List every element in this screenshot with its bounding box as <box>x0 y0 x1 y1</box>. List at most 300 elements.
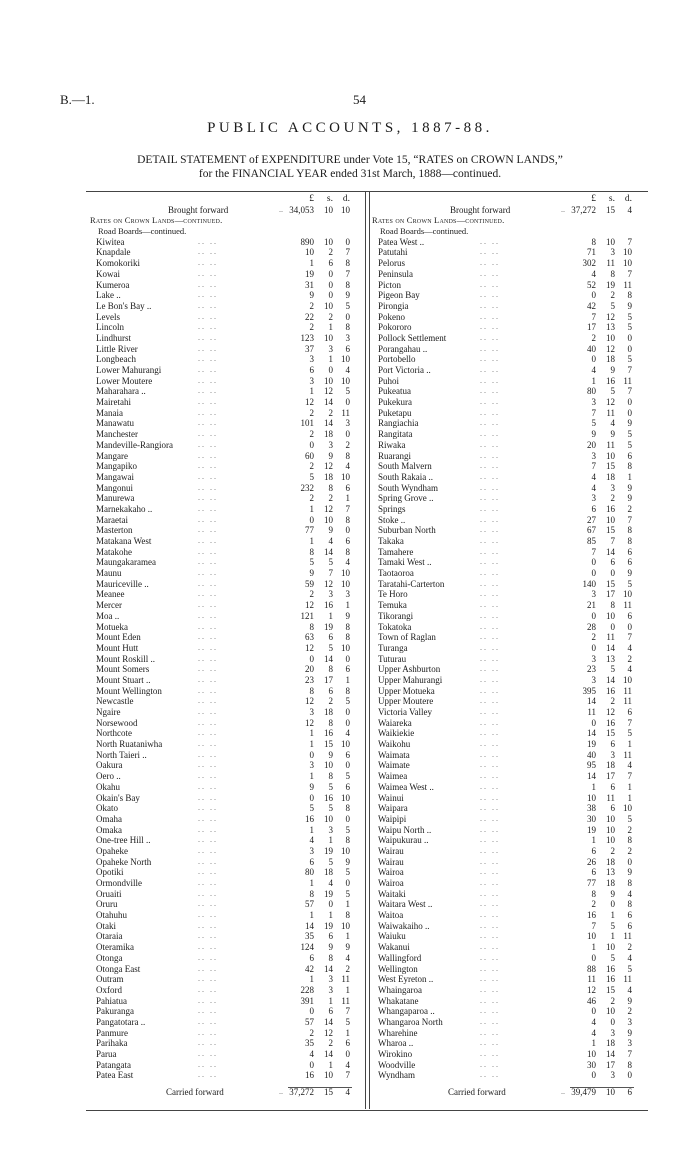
amount-pence: 7 <box>345 247 350 258</box>
table-row <box>370 985 645 996</box>
page-title: PUBLIC ACCOUNTS, 1887-88. <box>207 120 493 136</box>
road-board-name: Masterton <box>96 525 133 536</box>
amount-shillings: 0 <box>610 568 615 579</box>
amount-pence: 11 <box>341 407 350 418</box>
amount-shillings: 15 <box>606 578 615 589</box>
leader-dots: .. .. <box>480 557 500 567</box>
table-row <box>88 899 363 910</box>
amount-shillings: 12 <box>606 311 615 322</box>
road-board-name: Waipipi <box>378 813 407 824</box>
road-board-name: Lake .. <box>96 290 121 301</box>
amount-pounds: 19 <box>587 824 596 835</box>
leader-dots: .. .. <box>198 878 218 887</box>
table-row <box>88 1049 363 1060</box>
right-column <box>370 194 645 1081</box>
pence-symbol: d. <box>342 194 350 204</box>
road-board-name: Okain's Bay <box>96 792 140 803</box>
amount-shillings: 12 <box>606 707 615 717</box>
amount-pence: 9 <box>627 568 632 579</box>
amount-pence: 10 <box>341 792 350 803</box>
amount-pence: 6 <box>627 546 632 557</box>
amount-pence: 0 <box>627 407 632 418</box>
leader-dots: .. .. <box>480 503 500 513</box>
amount-shillings: 3 <box>610 482 615 493</box>
road-board-name: Lincoln <box>96 322 124 333</box>
amount-pence: 8 <box>627 461 632 472</box>
road-board-name: Wainui <box>378 792 404 803</box>
amount-pounds: 40 <box>587 749 596 760</box>
amount-pounds: 9 <box>309 781 314 792</box>
table-row <box>370 825 645 836</box>
amount-pence: 10 <box>623 247 632 258</box>
amount-pence: 6 <box>627 610 632 621</box>
road-board-name: Pelorus <box>378 258 405 269</box>
road-board-name: Ruarangi <box>378 450 411 461</box>
road-board-name: Whangaparoa .. <box>378 1006 435 1017</box>
amount-pence: 6 <box>345 536 350 546</box>
table-row <box>88 1006 363 1017</box>
road-board-name: Town of Raglan <box>378 632 436 643</box>
table-row <box>370 418 645 429</box>
road-board-name: Manawatu <box>96 418 134 429</box>
leader-dots: .. .. <box>198 600 218 610</box>
amount-pence: 11 <box>341 995 350 1006</box>
amount-pounds: 3 <box>591 653 596 664</box>
amount-pence: 1 <box>345 984 350 995</box>
leader-dots: .. .. <box>480 311 500 321</box>
amount-shillings: 6 <box>610 557 615 568</box>
amount-shillings: 14 <box>324 397 333 408</box>
leader-dots: .. .. <box>480 1016 500 1026</box>
table-row <box>88 237 363 248</box>
amount-pounds: 80 <box>305 867 314 878</box>
amount-pence: 3 <box>627 1016 632 1027</box>
table-row <box>88 386 363 397</box>
amount-shillings: 1 <box>610 931 615 942</box>
amount-shillings: 3 <box>328 984 333 995</box>
amount-pounds: 6 <box>591 867 596 878</box>
amount-pence: 9 <box>627 418 632 429</box>
amount-shillings: 12 <box>324 386 333 397</box>
table-row <box>370 504 645 515</box>
amount-pounds: 3 <box>309 375 314 386</box>
leader-dots: .. .. <box>480 536 500 545</box>
road-boards-heading: Road Boards—continued. <box>380 226 469 237</box>
amount-pence: 7 <box>345 268 350 279</box>
pounds-symbol: £ <box>591 194 596 204</box>
amount-shillings: 6 <box>610 739 615 750</box>
amount-shillings: 9 <box>610 365 615 375</box>
amount-pounds: 21 <box>587 600 596 611</box>
amount-shillings: 0 <box>328 365 333 375</box>
leader-dots: .. .. <box>480 910 500 920</box>
table-row <box>88 472 363 483</box>
amount-shillings: 6 <box>328 632 333 643</box>
amount-pounds: 302 <box>582 258 596 269</box>
leader-dots: .. .. <box>198 707 218 716</box>
amount-pounds: 2 <box>309 407 314 418</box>
leader-dots: .. .. <box>480 974 500 984</box>
amount-shillings: 15 <box>324 739 333 750</box>
leader-dots: .. .. <box>480 728 500 738</box>
amount-pounds: 5 <box>309 557 314 568</box>
amount-pounds: 395 <box>582 685 596 696</box>
amount-pounds: 85 <box>587 536 596 546</box>
table-row <box>370 301 645 312</box>
amount-shillings: 6 <box>328 258 333 269</box>
leader-dots: .. .. <box>198 835 218 845</box>
table-row <box>88 825 363 836</box>
table-row <box>370 354 645 365</box>
table-row <box>370 664 645 675</box>
amount-shillings: 1 <box>328 910 333 921</box>
amount-pounds: 2 <box>309 300 314 311</box>
table-row <box>88 440 363 451</box>
leader-dots: .. .. <box>480 963 500 973</box>
leader-dots: .. .. <box>480 771 500 781</box>
amount-pounds: 3 <box>309 707 314 717</box>
amount-shillings: 14 <box>606 674 615 685</box>
leader-dots: .. .. <box>198 247 218 257</box>
road-board-name: Marnekakaho .. <box>96 503 153 514</box>
table-row <box>370 247 645 258</box>
amount-pence: 2 <box>627 824 632 835</box>
amount-pence: 1 <box>345 674 350 685</box>
table-row <box>370 803 645 814</box>
brought-forward-row <box>370 205 645 216</box>
amount-pounds: 3 <box>591 397 596 408</box>
subtitle-line-1: DETAIL STATEMENT of EXPENDITURE under Vote 15, “RATES on CROWN LANDS,” <box>137 154 563 166</box>
road-board-name: Waiareka <box>378 717 412 728</box>
road-board-name: Kowai <box>96 268 120 279</box>
amount-pence: 0 <box>345 653 350 664</box>
road-board-name: Meanee <box>96 589 125 600</box>
amount-pence: 11 <box>623 685 632 696</box>
amount-pence: 8 <box>345 632 350 643</box>
amount-pence: 5 <box>627 728 632 739</box>
table-row <box>370 760 645 771</box>
amount-pence: 7 <box>345 1070 350 1081</box>
amount-shillings: 1 <box>610 910 615 921</box>
amount-shillings: 3 <box>610 1027 615 1038</box>
road-board-name: Maungakaramea <box>96 557 156 568</box>
road-board-name: Upper Moutere <box>378 696 434 707</box>
left-entries <box>88 237 363 1081</box>
amount-pounds: 31 <box>305 279 314 290</box>
road-board-name: Waikohu <box>378 739 411 750</box>
amount-pounds: 16 <box>305 813 314 824</box>
road-board-name: Mount Hutt <box>96 642 139 653</box>
road-board-name: Moa .. <box>96 610 120 621</box>
leader-dots: .. <box>279 1087 283 1096</box>
leader-dots: .. .. <box>480 674 500 684</box>
amount-shillings: 15 <box>606 984 615 995</box>
amount-pounds: 4 <box>591 471 596 482</box>
leader-dots: .. .. <box>198 942 218 952</box>
amount-pence: 5 <box>345 696 350 707</box>
table-row <box>88 280 363 291</box>
road-board-name: Rangitata <box>378 429 413 440</box>
sub-heading <box>370 226 645 237</box>
amount-shillings: 10 <box>606 824 615 835</box>
leader-dots: .. .. <box>198 290 218 300</box>
amount-shillings: 18 <box>324 707 333 717</box>
table-row <box>370 814 645 825</box>
amount-shillings: 13 <box>606 653 615 664</box>
amount-shillings: 7 <box>610 536 615 546</box>
amount-pounds: 8 <box>309 888 314 899</box>
leader-dots: .. .. <box>198 856 218 866</box>
amount-shillings: 10 <box>606 942 615 953</box>
amount-shillings: 10 <box>324 204 333 215</box>
amount-pence: 3 <box>627 1038 632 1049</box>
amount-pence: 5 <box>345 824 350 835</box>
amount-shillings: 4 <box>328 878 333 888</box>
table-row <box>370 579 645 590</box>
amount-pence: 2 <box>345 439 350 450</box>
road-board-name: Pokeno <box>378 311 405 322</box>
leader-dots: .. .. <box>480 803 500 813</box>
leader-dots: .. .. <box>198 268 218 278</box>
amount-pence: 10 <box>341 920 350 931</box>
table-row <box>88 536 363 547</box>
amount-shillings: 17 <box>606 1059 615 1070</box>
table-row <box>88 408 363 419</box>
amount-pounds: 2 <box>309 589 314 600</box>
road-board-name: Mauriceville .. <box>96 578 149 589</box>
amount-pounds: 1 <box>591 942 596 953</box>
road-board-name: Picton <box>378 279 402 290</box>
table-row <box>88 312 363 323</box>
amount-pounds: 63 <box>305 632 314 643</box>
table-row <box>88 996 363 1007</box>
amount-pence: 0 <box>345 813 350 824</box>
leader-dots: .. .. <box>480 471 500 481</box>
amount-shillings: 9 <box>610 429 615 440</box>
amount-pence: 11 <box>341 974 350 985</box>
amount-pounds: 2 <box>591 632 596 643</box>
amount-pence: 6 <box>627 707 632 717</box>
leader-dots: .. .. <box>480 268 500 278</box>
amount-shillings: 6 <box>328 1006 333 1017</box>
amount-shillings: 11 <box>606 632 615 643</box>
amount-pence: 8 <box>345 835 350 846</box>
road-board-name: Kiwitea <box>96 236 125 247</box>
amount-shillings: 0 <box>328 279 333 290</box>
road-board-name: Knapdale <box>96 247 131 258</box>
subtitle-line-2: for the FINANCIAL YEAR ended 31st March, 1888—continued. <box>198 168 502 180</box>
amount-pence: 6 <box>345 343 350 354</box>
amount-pounds: 26 <box>587 856 596 867</box>
road-board-name: Parihaka <box>96 1038 128 1049</box>
leader-dots: .. .. <box>198 461 218 471</box>
amount-pounds: 57 <box>305 899 314 910</box>
leader-dots: .. .. <box>480 332 500 342</box>
amount-pence: 5 <box>627 963 632 974</box>
road-board-name: Omaha <box>96 813 122 824</box>
leader-dots: .. .. <box>198 867 218 877</box>
amount-pence: 0 <box>345 707 350 717</box>
amount-shillings: 3 <box>610 1070 615 1081</box>
leader-dots: .. .. <box>198 1070 218 1080</box>
table-row <box>88 686 363 697</box>
amount-pounds: 16 <box>587 910 596 921</box>
amount-shillings: 16 <box>324 792 333 803</box>
leader-dots: .. <box>561 1087 565 1096</box>
leader-dots: .. .. <box>198 653 218 663</box>
leader-dots: .. .. <box>198 322 218 332</box>
road-board-name: Oxford <box>96 984 122 995</box>
amount-pence: 9 <box>627 1027 632 1038</box>
table-row <box>370 996 645 1007</box>
leader-dots: .. .. <box>198 407 218 417</box>
amount-shillings: 2 <box>610 493 615 504</box>
amount-pounds: 0 <box>309 792 314 803</box>
table-row <box>88 814 363 825</box>
road-board-name: Maunu <box>96 568 122 579</box>
table-row <box>88 451 363 462</box>
amount-pounds: 19 <box>587 739 596 750</box>
table-row <box>370 750 645 761</box>
amount-pence: 6 <box>627 910 632 921</box>
amount-shillings: 5 <box>610 386 615 397</box>
amount-pence: 9 <box>345 942 350 953</box>
amount-pence: 6 <box>345 781 350 792</box>
amount-pence: 5 <box>627 578 632 589</box>
table-row <box>370 835 645 846</box>
amount-pence: 7 <box>627 514 632 525</box>
amount-shillings: 16 <box>606 963 615 974</box>
left-column <box>88 194 363 1081</box>
road-board-name: Tuturau <box>378 653 407 664</box>
amount-shillings: 10 <box>606 1087 615 1097</box>
amount-shillings: 18 <box>606 856 615 867</box>
amount-pounds: 9 <box>591 429 596 440</box>
leader-dots: .. .. <box>480 792 500 802</box>
amount-pounds: 1 <box>591 375 596 386</box>
amount-pounds: 3 <box>591 450 596 461</box>
road-board-name: Pollock Settlement <box>378 332 447 343</box>
amount-shillings: 5 <box>328 557 333 568</box>
leader-dots: .. <box>561 204 565 214</box>
brought-forward-label: Brought forward <box>168 204 229 215</box>
leader-dots: .. .. <box>198 236 218 246</box>
road-board-name: North Ruataniwha <box>96 739 163 750</box>
leader-dots: .. .. <box>480 781 500 791</box>
road-board-name: Ormondville <box>96 878 142 888</box>
amount-pence: 8 <box>627 1059 632 1070</box>
table-row <box>88 365 363 376</box>
leader-dots: .. .. <box>198 450 218 460</box>
amount-shillings: 15 <box>606 728 615 739</box>
leader-dots: .. .. <box>198 1049 218 1058</box>
amount-shillings: 12 <box>606 397 615 408</box>
amount-shillings: 1 <box>328 322 333 333</box>
leader-dots: .. .. <box>480 439 500 449</box>
amount-shillings: 1 <box>328 1059 333 1070</box>
amount-pence: 9 <box>627 482 632 493</box>
leader-dots: .. .. <box>480 578 500 588</box>
leader-dots: .. .. <box>480 300 500 310</box>
amount-shillings: 12 <box>606 343 615 354</box>
leader-dots: .. .. <box>198 429 218 439</box>
amount-pounds: 0 <box>309 749 314 760</box>
leader-dots: .. .. <box>480 749 500 759</box>
leader-dots: .. .. <box>198 578 218 588</box>
amount-pence: 9 <box>627 995 632 1006</box>
amount-shillings: 16 <box>324 728 333 739</box>
amount-pence: 5 <box>345 867 350 878</box>
road-board-name: Whaingaroa <box>378 984 422 995</box>
table-row <box>88 429 363 440</box>
amount-pounds: 38 <box>587 803 596 814</box>
amount-pence: 1 <box>627 471 632 482</box>
amount-pence: 9 <box>627 300 632 311</box>
table-row <box>370 696 645 707</box>
amount-pounds: 16 <box>305 1070 314 1081</box>
table-row <box>88 354 363 365</box>
amount-pence: 3 <box>345 418 350 429</box>
leader-dots: .. .. <box>480 600 500 610</box>
road-board-name: Waipara <box>378 803 408 814</box>
table-row <box>370 312 645 323</box>
road-board-name: Stoke .. <box>378 514 406 525</box>
table-row <box>88 760 363 771</box>
amount-shillings: 3 <box>328 824 333 835</box>
amount-pence: 4 <box>627 952 632 963</box>
leader-dots: .. .. <box>480 236 500 246</box>
amount-shillings: 10 <box>324 813 333 824</box>
vote-heading: Rates on Crown Lands—continued. <box>372 215 505 226</box>
table-row <box>370 857 645 868</box>
amount-pence: 10 <box>341 568 350 579</box>
amount-pounds: 20 <box>587 439 596 450</box>
amount-pounds: 8 <box>591 236 596 247</box>
amount-pounds: 10 <box>587 792 596 803</box>
amount-pounds: 1 <box>591 835 596 846</box>
table-row <box>88 1017 363 1028</box>
amount-shillings: 5 <box>328 856 333 867</box>
amount-pounds: 11 <box>587 974 596 985</box>
table-row <box>370 568 645 579</box>
amount-pence: 7 <box>627 236 632 247</box>
amount-pounds: 890 <box>300 236 314 247</box>
road-board-name: Tokatoka <box>378 621 412 632</box>
table-row <box>370 921 645 932</box>
road-board-name: Waitara West .. <box>378 899 433 910</box>
road-board-name: South Wyndham <box>378 482 439 493</box>
amount-shillings: 18 <box>606 354 615 365</box>
road-board-name: Parua <box>96 1049 117 1059</box>
amount-pounds: 0 <box>591 717 596 728</box>
amount-shillings: 11 <box>606 407 615 418</box>
leader-dots: .. .. <box>480 375 500 385</box>
table-row <box>88 750 363 761</box>
road-board-name: Opaheke <box>96 845 128 856</box>
amount-pence: 11 <box>623 600 632 611</box>
amount-pounds: 67 <box>587 525 596 536</box>
table-row <box>370 1038 645 1049</box>
amount-pounds: 12 <box>305 600 314 611</box>
leader-dots: .. .. <box>480 888 500 898</box>
amount-shillings: 16 <box>606 375 615 386</box>
amount-pence: 6 <box>345 1038 350 1049</box>
table-row <box>88 290 363 301</box>
table-row <box>370 344 645 355</box>
amount-pounds: 1 <box>591 1038 596 1049</box>
amount-pence: 4 <box>627 984 632 995</box>
amount-shillings: 16 <box>324 600 333 611</box>
